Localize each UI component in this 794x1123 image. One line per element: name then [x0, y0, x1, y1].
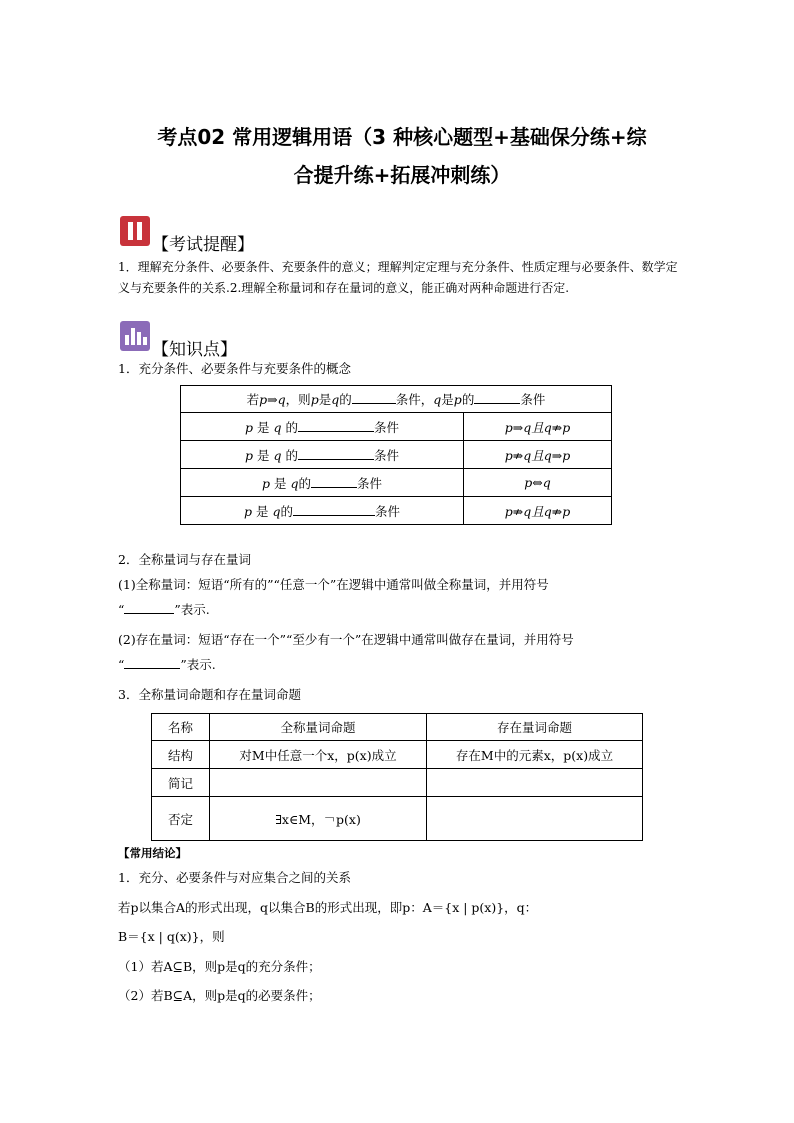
- conclusion-line-1: 若p以集合A的形式出现，q以集合B的形式出现，即p：A＝{x | p(x)}，q：: [118, 900, 538, 915]
- relation-cell: p⇔q: [464, 469, 612, 497]
- table-cell: [210, 769, 427, 797]
- table-cell: 结构: [152, 741, 210, 769]
- blank-line: [124, 613, 174, 614]
- table-row: [152, 769, 643, 797]
- table-row: [181, 469, 612, 497]
- table-row: [181, 441, 612, 469]
- common-conclusion-tag: 【常用结论】: [118, 846, 187, 860]
- blank-line: [298, 459, 374, 460]
- universal-quantifier-text: (1)全称量词：短语“所有的”“任意一个”在逻辑中通常叫做全称量词，并用符号: [118, 577, 549, 592]
- blank-line: [352, 403, 396, 404]
- conclusion-item-1: （1）若A⊆B，则p是q的充分条件；: [118, 959, 321, 974]
- point2-heading: 2．全称量词与存在量词: [118, 552, 251, 567]
- table-cell: 否定: [152, 797, 210, 841]
- table-cell: [427, 769, 643, 797]
- table-cell: ∃x∈M，￢p(x): [210, 797, 427, 841]
- blank-line: [293, 515, 375, 516]
- table-row: [152, 797, 643, 841]
- blank-line: [474, 403, 520, 404]
- conclusion-item-2: （2）若B⊆A，则p是q的必要条件；: [118, 988, 321, 1003]
- relation-cell: p⇒q且q⇏p: [464, 413, 612, 441]
- table-cell: [427, 797, 643, 841]
- blank-line: [311, 487, 357, 488]
- existential-quantifier-blank: “ ”表示.: [118, 657, 216, 672]
- pause-icon: [120, 216, 150, 246]
- condition-table: [180, 385, 612, 525]
- table-row: [181, 413, 612, 441]
- relation-cell: p⇏q且q⇏p: [464, 497, 612, 525]
- bar-chart-icon: [120, 321, 150, 351]
- title-line-2: 合提升练+拓展冲刺练）: [293, 163, 511, 187]
- conclusion-line-2: B＝{x | q(x)}，则: [118, 929, 225, 944]
- table-header-row: [152, 714, 643, 741]
- point3-heading: 3．全称量词命题和存在量词命题: [118, 687, 301, 702]
- condition-cell: p 是 q的 条件: [181, 469, 464, 497]
- condition-cell: p 是 q 的 条件: [181, 413, 464, 441]
- column-header: 全称量词命题: [210, 714, 427, 741]
- exam-reminder-text: 1．理解充分条件、必要条件、充要条件的意义；理解判定定理与充分条件、性质定理与必要条件、数学定义与充要条件的关系.2.理解全称量词和存在量词的意义，能正确对两种命题进行否定.: [118, 260, 678, 295]
- condition-cell: p 是 q的 条件: [181, 497, 464, 525]
- page-title: [112, 118, 692, 194]
- column-header: 存在量词命题: [427, 714, 643, 741]
- table-row: [152, 741, 643, 769]
- table-cell: 对M中任意一个x，p(x)成立: [210, 741, 427, 769]
- condition-table-header: [181, 386, 612, 413]
- existential-quantifier-text: (2)存在量词：短语“存在一个”“至少有一个”在逻辑中通常叫做存在量词，并用符号: [118, 632, 574, 647]
- knowledge-heading: 【知识点】: [152, 340, 237, 360]
- conclusion-heading: 1．充分、必要条件与对应集合之间的关系: [118, 870, 351, 885]
- column-header: 名称: [152, 714, 210, 741]
- quantifier-table: [151, 713, 643, 841]
- title-line-1: 考点02 常用逻辑用语（3 种核心题型+基础保分练+综: [157, 125, 647, 149]
- condition-cell: p 是 q 的 条件: [181, 441, 464, 469]
- blank-line: [298, 431, 374, 432]
- table-cell: 简记: [152, 769, 210, 797]
- table-cell: 存在M中的元素x，p(x)成立: [427, 741, 643, 769]
- table-row: [181, 497, 612, 525]
- blank-line: [124, 668, 180, 669]
- point1-heading: 1．充分条件、必要条件与充要条件的概念: [118, 361, 351, 376]
- universal-quantifier-blank: “ ”表示.: [118, 602, 210, 617]
- relation-cell: p⇏q且q⇒p: [464, 441, 612, 469]
- condition-table-header-cell: 若p⇒q，则p是q的 条件，q是p的 条件: [181, 386, 612, 413]
- exam-reminder-heading: 【考试提醒】: [152, 235, 254, 255]
